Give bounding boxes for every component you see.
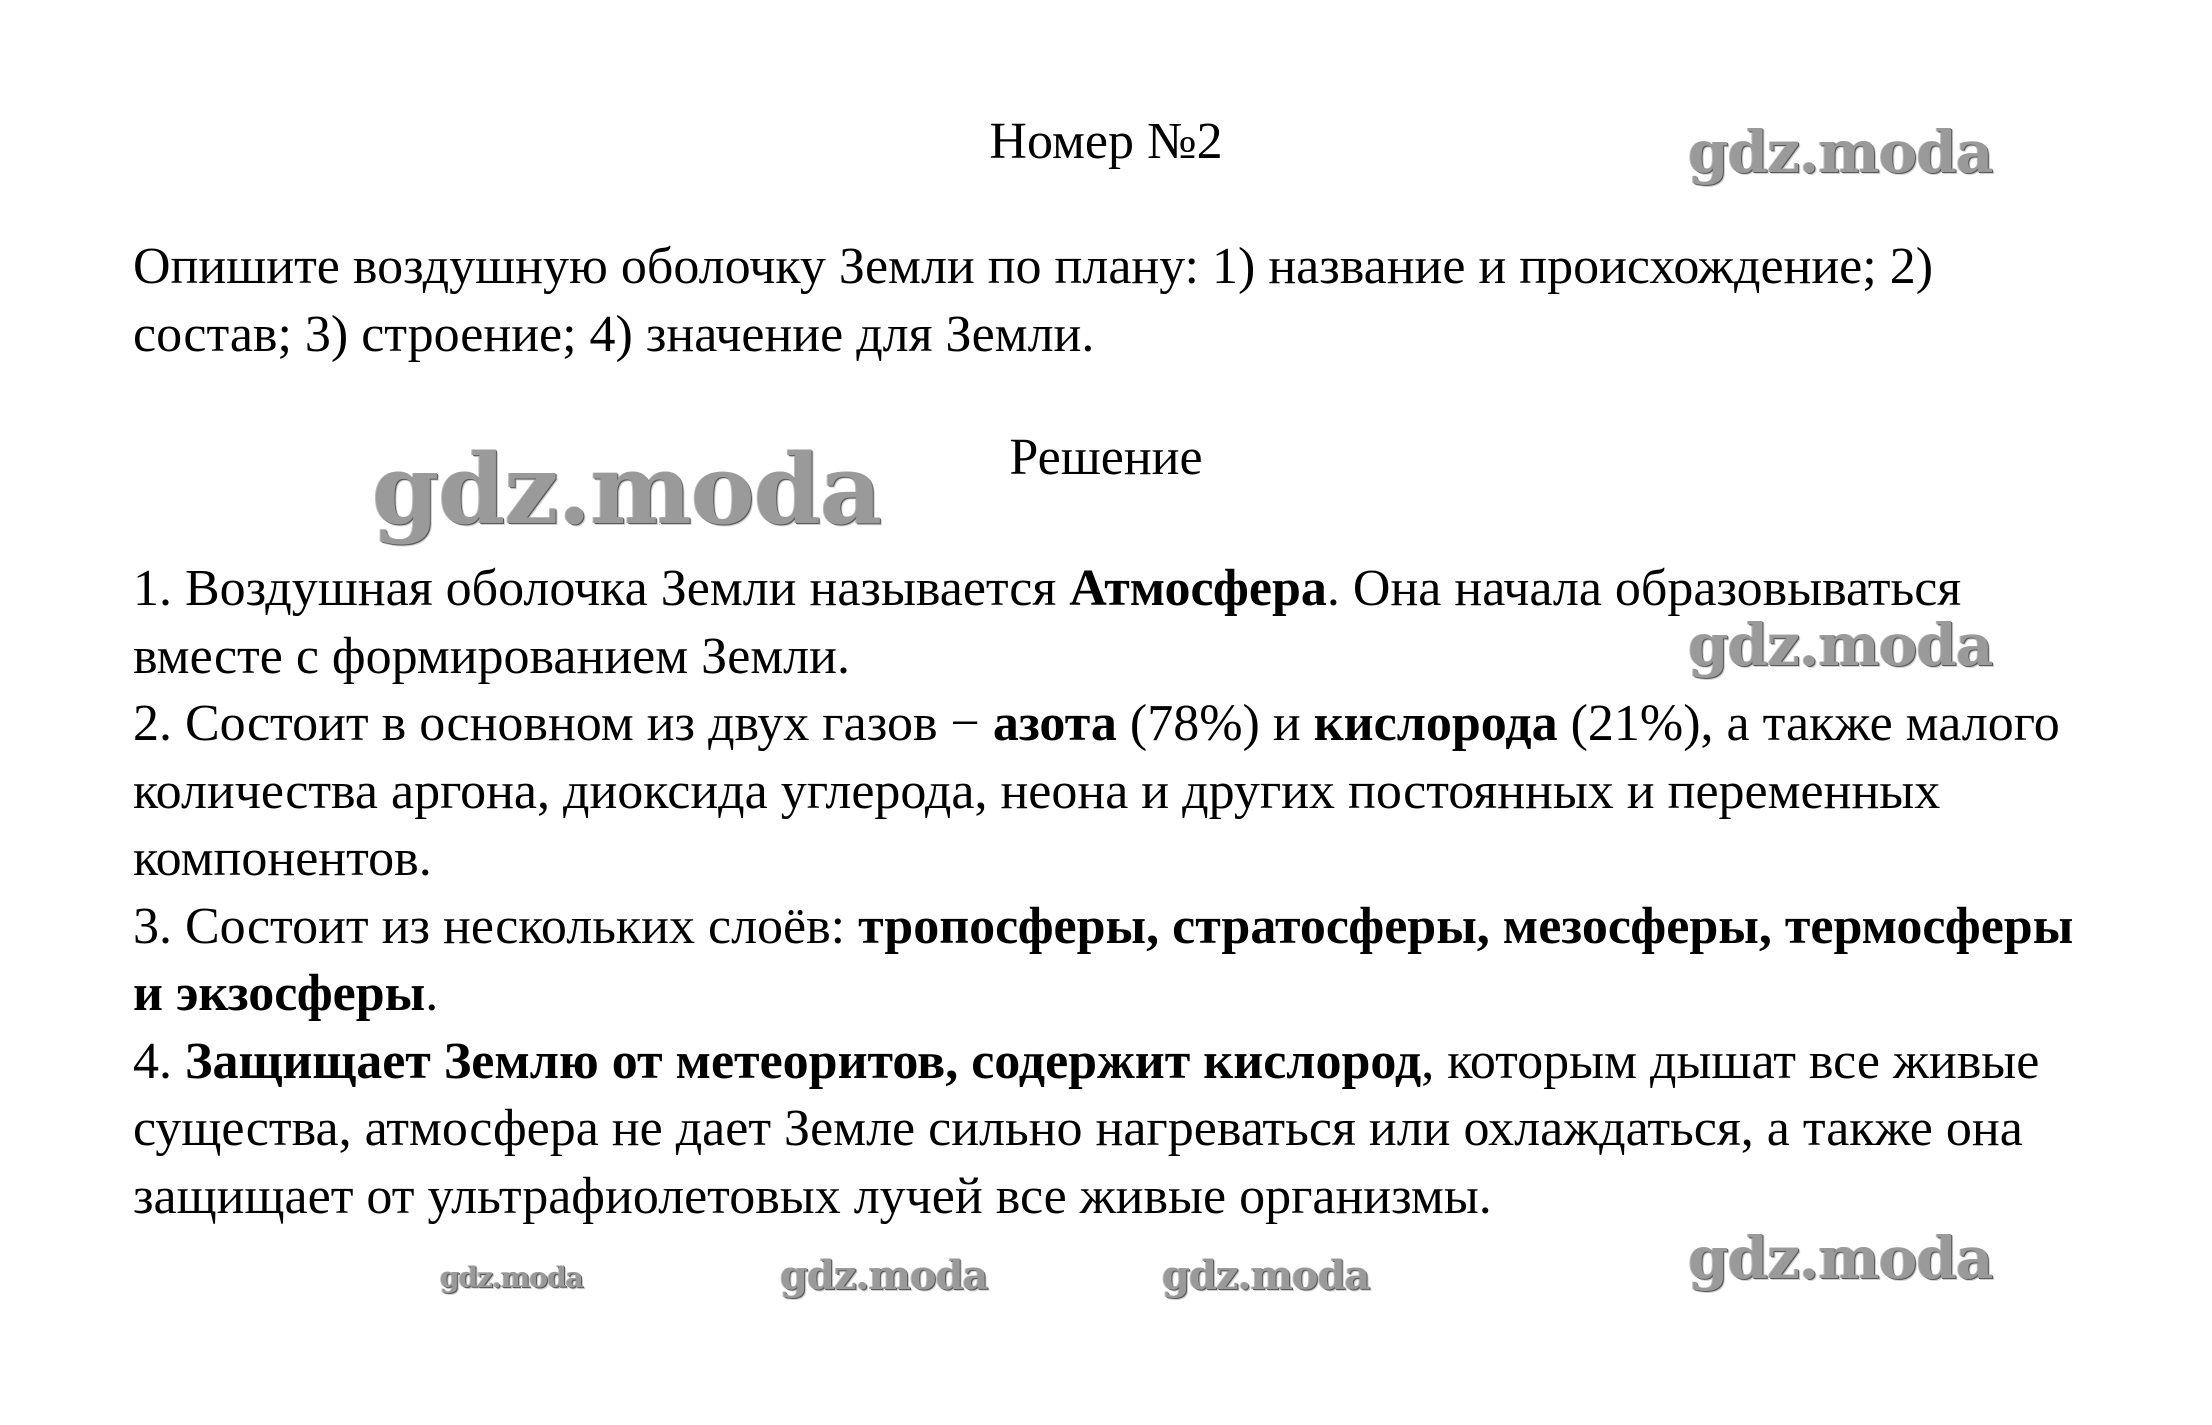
answer-3-bold: тропосферы, стратосферы, мезосферы, термосферы и экзосферы bbox=[133, 897, 2074, 1022]
answer-2-mid: (78%) и bbox=[1116, 695, 1314, 752]
watermark-logo: gdz.moda bbox=[1688, 611, 1993, 679]
answer-1-pre: 1. Воздушная оболочка Земли называется bbox=[133, 560, 1070, 617]
answer-2-post: (21%), а также малого количества аргона, диоксида углерода, неона и других постоянных и переменных компонентов. bbox=[133, 695, 2060, 887]
watermark-logo: gdz.moda bbox=[440, 1261, 583, 1294]
answer-2 bbox=[133, 690, 2093, 893]
solution-heading: Решение bbox=[1009, 429, 1203, 486]
answer-3 bbox=[133, 893, 2093, 1028]
answer-4-bold: Защищает Землю от метеоритов, содержит кислород bbox=[185, 1032, 1422, 1090]
answer-4-post: , которым дышат все живые существа, атмосфера не дает Земле сильно нагреваться или охлаждаться, а также она защищает от ультрафиолетовых лучей все живые организмы. bbox=[133, 1032, 2040, 1225]
answer-4-pre: 4. bbox=[133, 1032, 185, 1090]
watermark-logo: gdz.moda bbox=[1162, 1252, 1370, 1299]
answer-1-bold: Атмосфера bbox=[1069, 560, 1327, 617]
page-title: Номер №2 bbox=[989, 113, 1223, 170]
answer-4 bbox=[133, 1028, 2093, 1231]
watermark-logo: gdz.moda bbox=[372, 433, 882, 546]
answer-1-post: . Она начала образовываться вместе с формированием Земли. bbox=[133, 560, 1962, 685]
watermark-logo: gdz.moda bbox=[1688, 1224, 1993, 1292]
answer-2-pre: 2. Состоит в основном из двух газов − bbox=[133, 695, 993, 752]
watermark-logo: gdz.moda bbox=[780, 1252, 988, 1299]
answer-3-post: . bbox=[425, 965, 439, 1022]
watermark-logo: gdz.moda bbox=[1688, 118, 1993, 186]
answer-2-bold-nitrogen: азота bbox=[992, 695, 1117, 752]
answer-3-pre: 3. Состоит из нескольких слоёв: bbox=[133, 897, 859, 955]
task-text: Опишите воздушную оболочку Земли по плану: 1) название и происхождение; 2) состав; 3) строение; 4) значение для Земли. bbox=[133, 238, 1934, 363]
answer-2-bold-oxygen: кислорода bbox=[1313, 695, 1558, 752]
